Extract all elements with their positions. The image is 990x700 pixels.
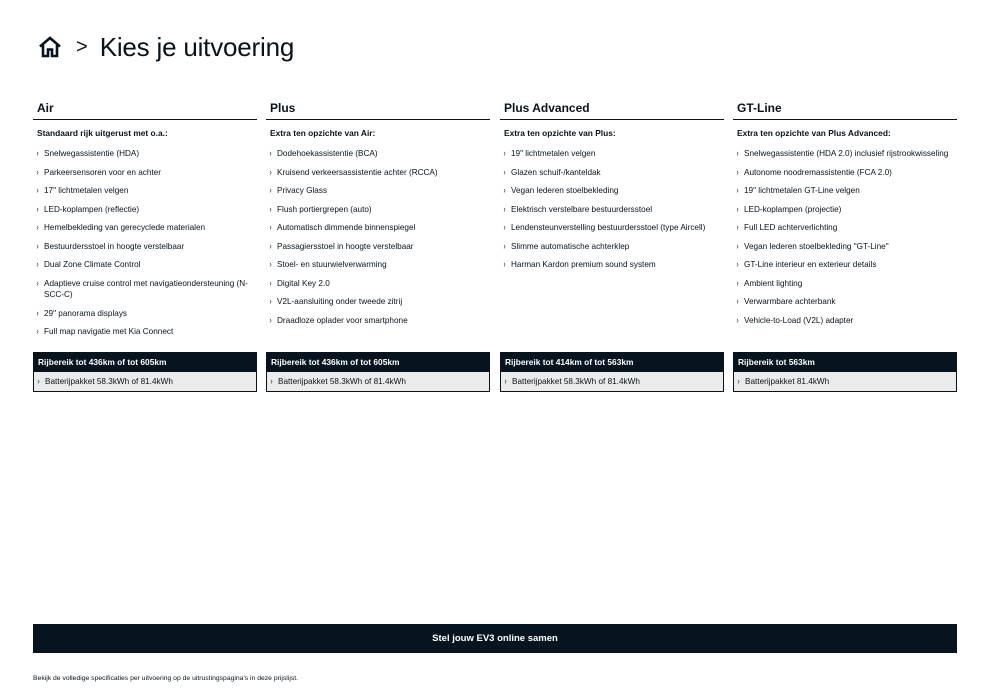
battery-label: Batterijpakket 58.3kWh of 81.4kWh [512,377,640,386]
feature-label: Flush portiergrepen (auto) [277,204,372,214]
battery-row [734,372,956,391]
battery-label: Batterijpakket 58.3kWh of 81.4kWh [45,377,173,386]
feature-label: V2L-aansluiting onder tweede zitrij [277,297,403,306]
range-title: Rijbereik tot 436km of tot 605km [34,353,256,372]
list-item [733,148,957,160]
list-item [500,204,724,216]
list-item [733,296,957,308]
chevron-right-icon: › [36,148,39,158]
list-item [733,241,957,253]
feature-label: 17" lichtmetalen velgen [44,186,129,195]
list-item [500,148,724,160]
battery-row [267,372,489,391]
feature-label: Digital Key 2.0 [277,278,330,288]
range-box-gt-line [733,352,957,392]
chevron-right-icon: › [503,222,506,232]
feature-label: Bestuurdersstoel in hoogte verstelbaar [44,241,185,251]
list-item [733,204,957,216]
list-item [33,204,257,216]
list-item [733,315,957,327]
chevron-right-icon: › [36,166,39,177]
chevron-right-icon: › [36,326,39,336]
feature-label: Snelwegassistentie (HDA 2.0) inclusief rijstrookwisseling [744,149,949,158]
chevron-right-icon: › [270,376,273,386]
trim-title: Air [33,98,257,120]
list-item [500,259,724,271]
feature-label: Autonome noodremassistentie (FCA 2.0) [744,167,892,177]
feature-label: 19" lichtmetalen GT-Line velgen [744,186,860,195]
range-box-air [33,352,257,392]
feature-label: Vegan lederen stoelbekleding "GT-Line" [744,241,889,251]
chevron-right-icon: › [736,314,739,325]
trim-title: Plus Advanced [500,98,724,120]
trim-subtitle: Extra ten opzichte van Air: [270,128,376,138]
list-item [733,222,957,234]
list-item [266,315,490,327]
list-item [266,278,490,290]
chevron-right-icon: › [736,296,739,306]
list-item [500,241,724,253]
chevron-right-icon: › [269,314,272,325]
list-item [266,222,490,234]
feature-label: Parkeersensoren voor en achter [44,167,161,177]
battery-row [34,372,256,391]
feature-label: Passagiersstoel in hoogte verstelbaar [277,241,414,251]
chevron-right-icon: › [736,185,739,195]
trim-title: GT-Line [733,98,957,120]
trim-column-gt-line [733,98,957,333]
feature-label: Elektrisch verstelbare bestuurdersstoel [511,204,653,214]
feature-label: Ambient lighting [744,278,803,288]
list-item [33,259,257,271]
list-item [33,148,257,160]
list-item [266,259,490,271]
list-item [33,278,257,301]
feature-label: Glazen schuif-/kanteldak [511,167,601,177]
chevron-right-icon: › [736,240,739,251]
trim-columns [33,98,957,394]
feature-label: Harman Kardon premium sound system [511,260,656,269]
breadcrumb [38,32,294,62]
list-item [33,222,257,234]
list-item [733,185,957,197]
range-title: Rijbereik tot 414km of tot 563km [501,353,723,372]
list-item [33,326,257,338]
chevron-right-icon: › [736,259,739,269]
chevron-right-icon: › [736,277,739,288]
list-item [500,185,724,197]
list-item [266,204,490,216]
chevron-right-icon: › [36,222,39,232]
chevron-right-icon: › [737,376,740,386]
range-title: Rijbereik tot 436km of tot 605km [267,353,489,372]
feature-list [266,148,490,326]
feature-label: Verwarmbare achterbank [744,297,836,306]
battery-row [501,372,723,391]
feature-label: LED-koplampen (projectie) [744,204,842,214]
chevron-right-icon: › [504,376,507,386]
battery-label: Batterijpakket 81.4kWh [745,377,830,386]
feature-label: Dual Zone Climate Control [44,260,141,269]
feature-label: Full map navigatie met Kia Connect [44,327,174,336]
list-item [733,259,957,271]
chevron-right-icon: › [36,203,39,214]
feature-label: Snelwegassistentie (HDA) [44,149,140,158]
list-item [733,167,957,179]
chevron-right-icon: › [36,259,39,269]
feature-label: Dodehoekassistentie (BCA) [277,149,378,158]
chevron-right-icon: › [36,307,39,318]
trim-subtitle: Standaard rijk uitgerust met o.a.: [37,128,168,138]
feature-label: 29" panorama displays [44,308,128,318]
chevron-right-icon: › [37,376,40,386]
chevron-right-icon: › [269,148,272,158]
feature-label: Kruisend verkeersassistentie achter (RCCA) [277,167,438,177]
feature-label: Draadloze oplader voor smartphone [277,315,408,325]
configure-ev3-button[interactable]: Stel jouw EV3 online samen [33,624,957,653]
trim-subtitle: Extra ten opzichte van Plus: [504,128,616,138]
list-item [33,308,257,320]
list-item [733,278,957,290]
chevron-right-icon: › [269,277,272,288]
list-item [266,185,490,197]
chevron-right-icon: › [736,166,739,177]
chevron-right-icon: › [503,185,506,195]
chevron-right-icon: › [269,296,272,306]
battery-label: Batterijpakket 58.3kWh of 81.4kWh [278,377,406,386]
chevron-right-icon: › [269,222,272,232]
feature-list [33,148,257,338]
breadcrumb-separator: > [76,36,88,58]
chevron-right-icon: › [269,240,272,251]
feature-list [733,148,957,326]
range-title: Rijbereik tot 563km [734,353,956,372]
chevron-right-icon: › [736,222,739,232]
list-item [266,296,490,308]
feature-list [500,148,724,271]
trim-column-plus [266,98,490,333]
feature-label: LED-koplampen (reflectie) [44,204,140,214]
list-item [33,241,257,253]
feature-label: Privacy Glass [277,186,328,195]
feature-label: Automatisch dimmende binnenspiegel [277,223,416,232]
chevron-right-icon: › [503,240,506,251]
feature-label: Full LED achterverlichting [744,223,838,232]
feature-label: 19" lichtmetalen velgen [511,149,596,158]
footnote: Bekijk de volledige specificaties per uitvoering op de uitrustingspagina's in deze prijslijst. [33,675,299,682]
range-box-plus-advanced [500,352,724,392]
chevron-right-icon: › [736,148,739,158]
list-item [500,222,724,234]
list-item [33,185,257,197]
chevron-right-icon: › [736,203,739,214]
list-item [266,148,490,160]
feature-label: Lendensteunverstelling bestuurdersstoel (type Aircell) [511,223,706,232]
trim-column-plus-advanced [500,98,724,278]
range-box-plus [266,352,490,392]
chevron-right-icon: › [36,185,39,195]
chevron-right-icon: › [269,166,272,177]
chevron-right-icon: › [503,166,506,177]
feature-label: Stoel- en stuurwielverwarming [277,260,387,269]
chevron-right-icon: › [503,259,506,269]
feature-label: Hemelbekleding van gerecyclede materialen [44,223,206,232]
feature-label: Slimme automatische achterklep [511,241,630,251]
page-title: Kies je uitvoering [99,32,295,62]
chevron-right-icon: › [269,259,272,269]
chevron-right-icon: › [503,203,506,214]
trim-subtitle: Extra ten opzichte van Plus Advanced: [737,128,891,138]
feature-label: GT-Line interieur en exterieur details [744,260,877,269]
list-item [266,167,490,179]
feature-label: Vegan lederen stoelbekleding [511,186,619,195]
chevron-right-icon: › [269,185,272,195]
trim-title: Plus [266,98,490,120]
feature-label: Adaptieve cruise control met navigatieondersteuning (N-SCC-C) [44,278,248,299]
list-item [500,167,724,179]
home-icon[interactable] [38,35,62,59]
feature-label: Vehicle-to-Load (V2L) adapter [744,315,854,325]
chevron-right-icon: › [269,203,272,214]
chevron-right-icon: › [503,148,506,158]
list-item [33,167,257,179]
chevron-right-icon: › [36,277,39,288]
chevron-right-icon: › [36,240,39,251]
list-item [266,241,490,253]
trim-column-air [33,98,257,345]
